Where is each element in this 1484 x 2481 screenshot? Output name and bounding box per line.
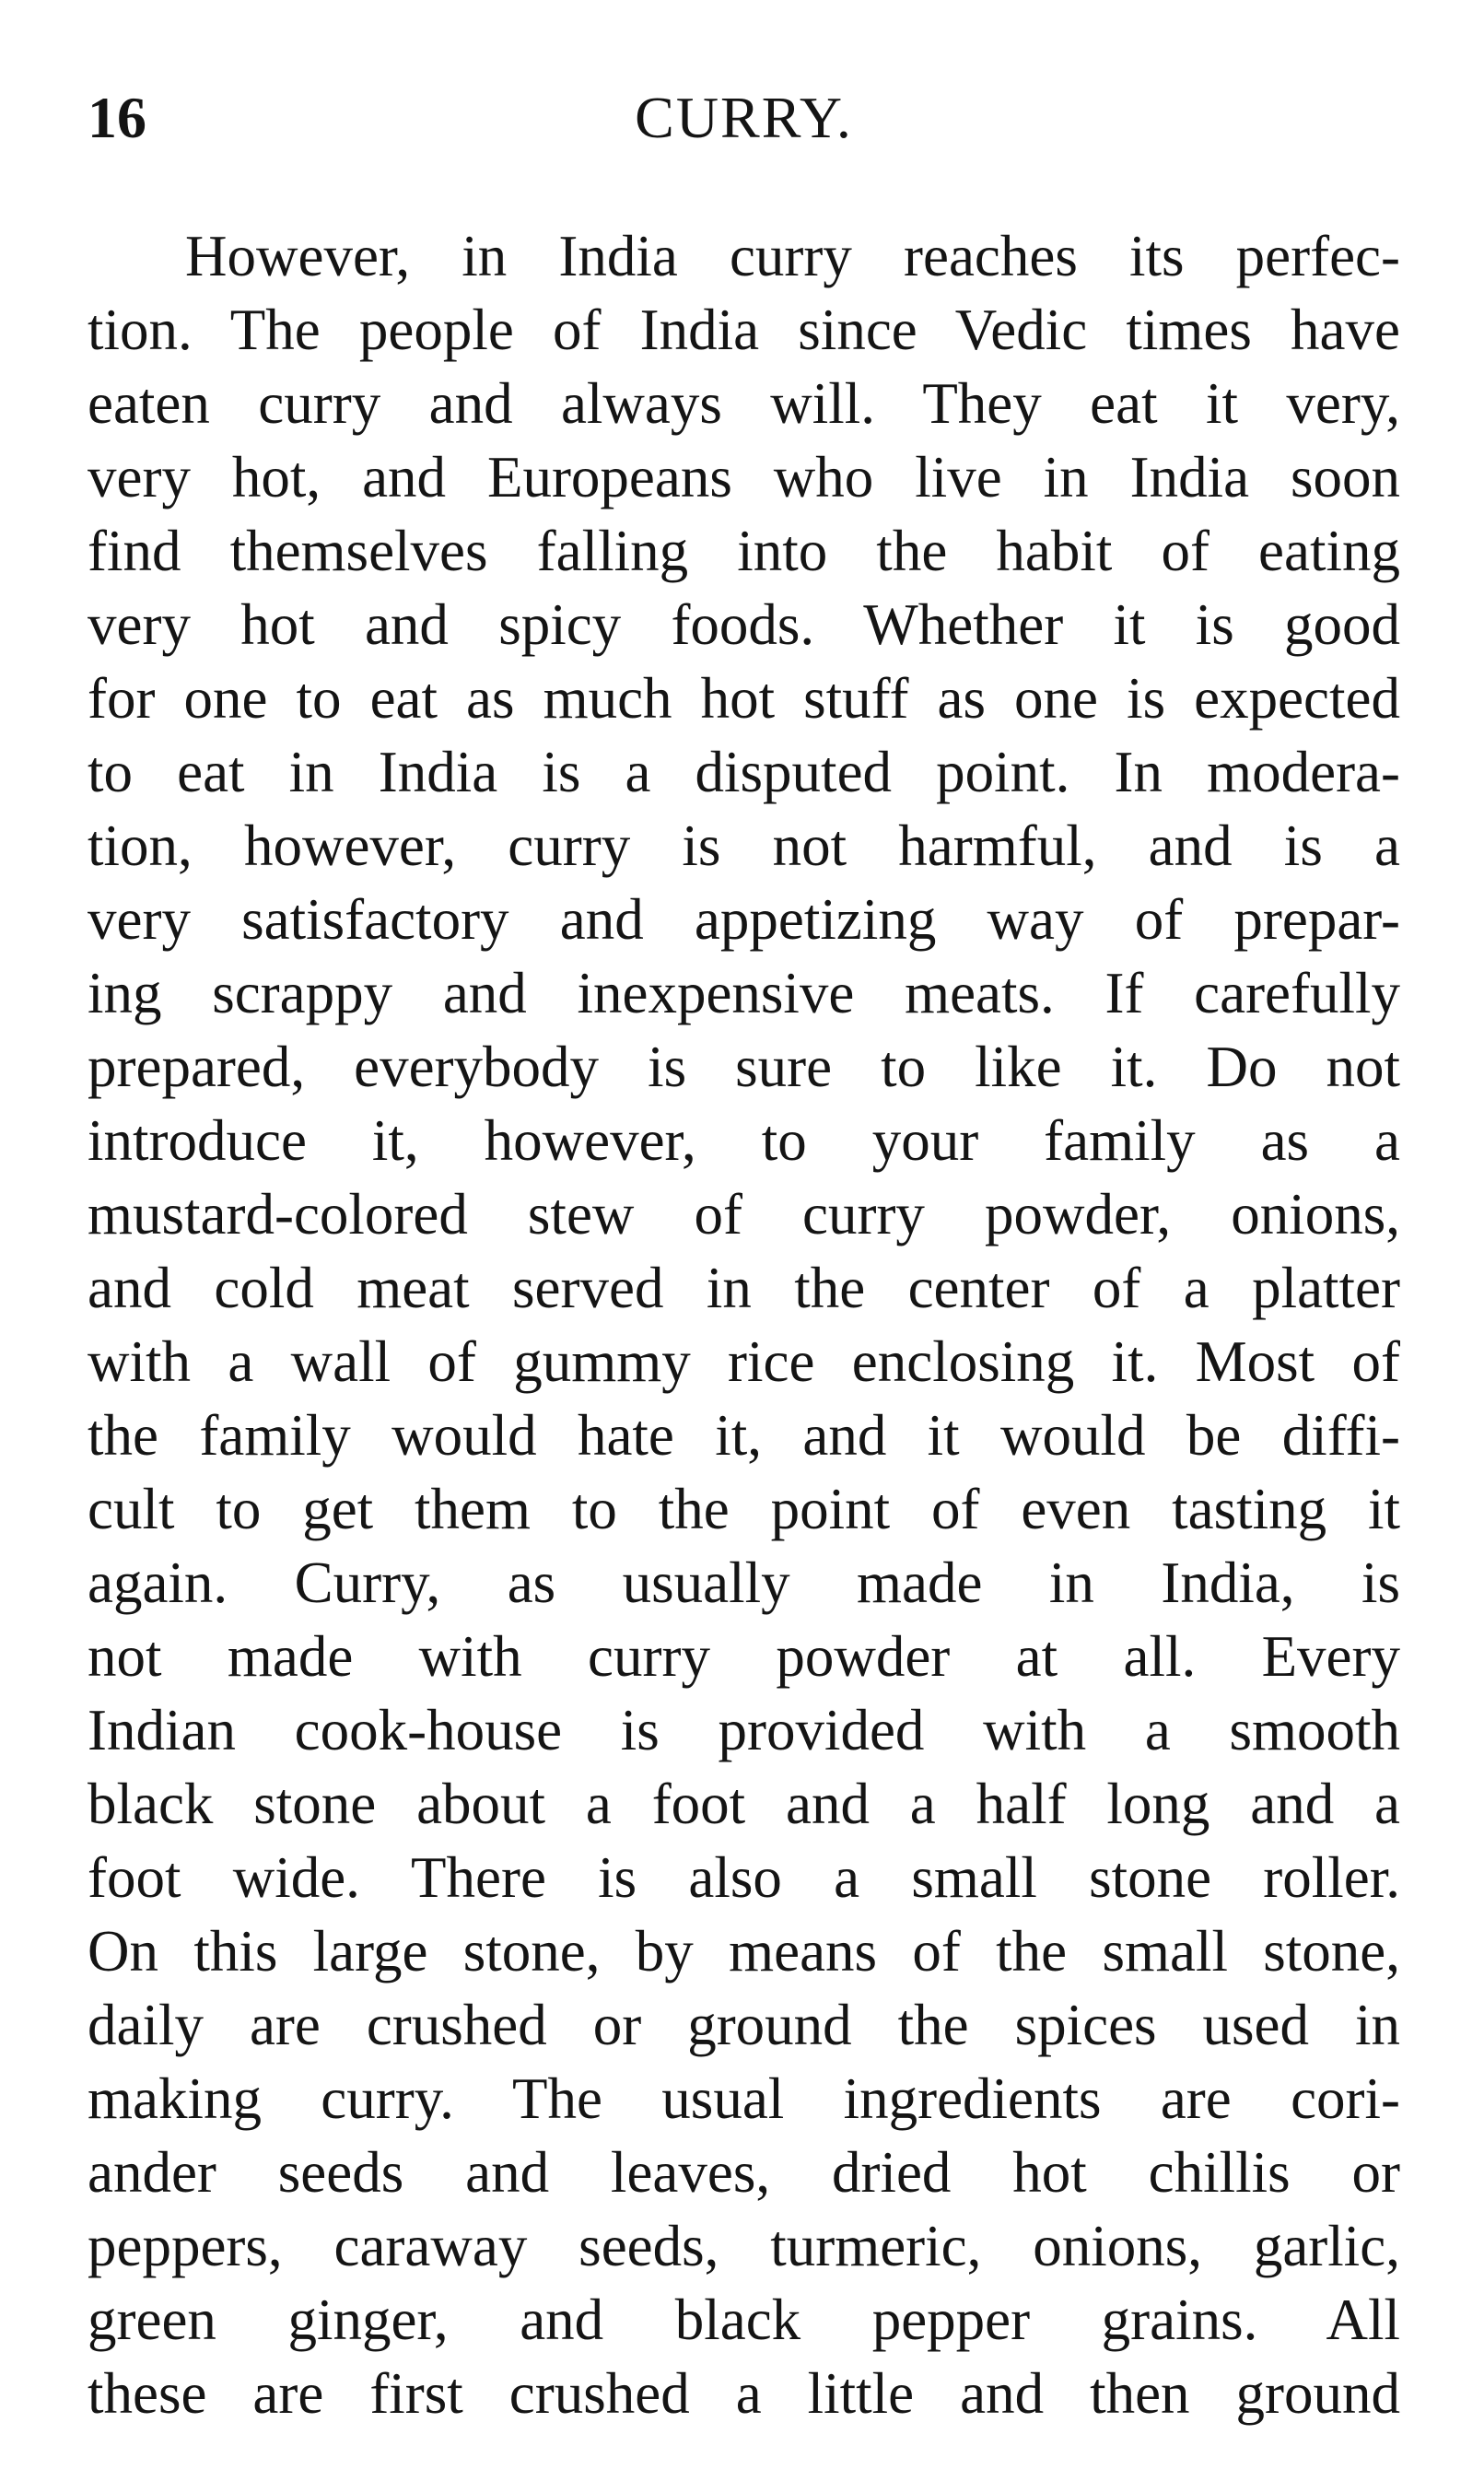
text-line: However, in India curry reaches its perfec- bbox=[185, 224, 1400, 288]
text-line: again. Curry, as usually made in India, is bbox=[88, 1551, 1400, 1615]
text-line: cult to get them to the point of even tasting it bbox=[88, 1477, 1400, 1541]
text-line: these are first crushed a little and then ground bbox=[88, 2361, 1400, 2426]
text-line: daily are crushed or ground the spices used in bbox=[88, 1993, 1400, 2057]
text-line: tion. The people of India since Vedic times have bbox=[88, 298, 1400, 362]
text-line: introduce it, however, to your family as a bbox=[88, 1108, 1400, 1173]
text-line: the family would hate it, and it would be diffi- bbox=[88, 1403, 1400, 1468]
text-line: very hot and spicy foods. Whether it is good bbox=[88, 592, 1400, 657]
text-line: tion, however, curry is not harmful, and is a bbox=[88, 813, 1400, 878]
running-title: CURRY. bbox=[635, 85, 853, 150]
text-line: eaten curry and always will. They eat it very, bbox=[88, 371, 1400, 436]
text-line: peppers, caraway seeds, turmeric, onions, garlic, bbox=[88, 2214, 1400, 2278]
text-line: very satisfactory and appetizing way of prepar- bbox=[88, 887, 1400, 952]
text-line: prepared, everybody is sure to like it. Do not bbox=[88, 1035, 1400, 1099]
text-line: find themselves falling into the habit of eating bbox=[88, 519, 1400, 583]
text-line: for one to eat as much hot stuff as one is expected bbox=[88, 666, 1400, 731]
text-line: mustard-colored stew of curry powder, onions, bbox=[88, 1182, 1400, 1246]
text-line: and cold meat served in the center of a platter bbox=[88, 1256, 1400, 1320]
text-line: black stone about a foot and a half long and a bbox=[88, 1772, 1400, 1836]
body-paragraph bbox=[88, 219, 1400, 2430]
text-line: very hot, and Europeans who live in India soon bbox=[88, 445, 1400, 509]
text-line: On this large stone, by means of the small stone, bbox=[88, 1919, 1400, 1984]
text-line: with a wall of gummy rice enclosing it. Most of bbox=[88, 1329, 1400, 1394]
text-line: ing scrappy and inexpensive meats. If carefully bbox=[88, 961, 1400, 1025]
text-line: foot wide. There is also a small stone roller. bbox=[88, 1845, 1400, 1910]
text-line: Indian cook-house is provided with a smooth bbox=[88, 1698, 1400, 1762]
page-number: 16 bbox=[88, 85, 146, 150]
text-line: ander seeds and leaves, dried hot chillis or bbox=[88, 2140, 1400, 2205]
page-header bbox=[88, 81, 1400, 155]
text-line: green ginger, and black pepper grains. All bbox=[88, 2288, 1400, 2352]
text-line: not made with curry powder at all. Every bbox=[88, 1624, 1400, 1689]
text-line: to eat in India is a disputed point. In modera- bbox=[88, 740, 1400, 804]
text-line: making curry. The usual ingredients are cori- bbox=[88, 2066, 1400, 2131]
